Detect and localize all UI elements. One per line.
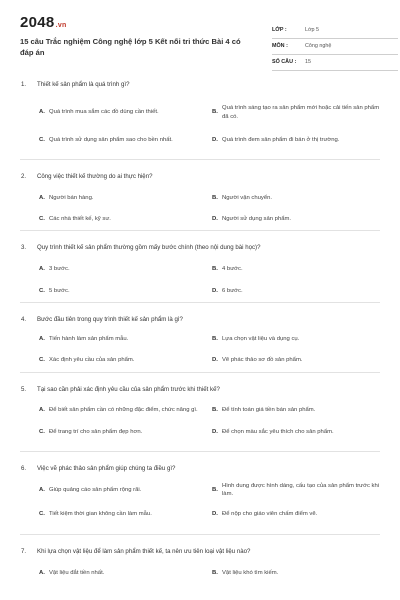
answer-option[interactable] [200, 263, 380, 275]
question-number: 6. [21, 465, 27, 472]
answer-option[interactable] [200, 285, 380, 297]
site-logo[interactable] [20, 14, 67, 31]
option-letter: D. [212, 137, 218, 144]
option-letter: C. [39, 356, 45, 363]
question-item [20, 303, 380, 373]
option-letter: A. [39, 109, 45, 116]
question-item [20, 231, 380, 303]
option-text: 3 bước. [49, 265, 70, 272]
answer-option[interactable] [200, 333, 380, 345]
option-text: 4 bước. [222, 265, 243, 272]
option-letter: B. [212, 569, 218, 576]
answer-option[interactable] [20, 480, 200, 500]
answer-option[interactable] [20, 400, 200, 420]
option-letter: C. [39, 428, 45, 435]
option-letter: D. [212, 510, 218, 517]
option-text: Tiến hành làm sản phẩm mẫu. [49, 335, 129, 342]
option-text: Để trang trí cho sản phẩm đẹp hơn. [49, 428, 143, 435]
answer-option[interactable] [20, 354, 200, 366]
question-number: 4. [21, 316, 27, 323]
option-text: Người bán hàng. [49, 194, 94, 201]
answer-option[interactable] [20, 567, 200, 579]
option-text: Quá trình mua sắm các đồ dùng cần thiết. [49, 109, 159, 116]
option-text: Hình dung được hình dáng, cấu tạo của sản phẩm trước khi làm. [222, 482, 380, 497]
option-letter: D. [212, 356, 218, 363]
question-body: Tại sao cần phải xác định yêu cầu của sản phẩm trước khi thiết kế? [37, 386, 220, 393]
answer-option[interactable] [200, 426, 380, 438]
answer-option[interactable] [200, 128, 380, 153]
meta-value: Công nghệ [305, 43, 332, 49]
option-letter: B. [212, 486, 218, 493]
question-text [20, 160, 380, 181]
question-number: 2. [21, 173, 27, 180]
option-letter: A. [39, 194, 45, 201]
option-text: Lựa chọn vật liệu và dụng cụ. [222, 335, 300, 342]
option-text: 6 bước. [222, 287, 243, 294]
question-item [20, 76, 380, 160]
question-body: Việc vẽ phác thảo sản phẩm giúp chúng ta điều gì? [37, 465, 176, 472]
meta-label: MÔN : [272, 43, 288, 49]
answer-option[interactable] [200, 213, 380, 225]
question-item [20, 373, 380, 452]
answer-option[interactable] [20, 213, 200, 225]
option-text: Để tính toán giá tiền bán sản phẩm. [222, 406, 316, 413]
question-list [20, 76, 380, 595]
question-number: 1. [21, 81, 27, 88]
option-letter: B. [212, 335, 218, 342]
option-letter: C. [39, 287, 45, 294]
option-text: Quá trình sử dụng sản phẩm sao cho bền nhất. [49, 137, 173, 144]
meta-row-count [272, 55, 398, 71]
question-text [20, 76, 380, 89]
question-number: 7. [21, 548, 27, 555]
page-title: 15 câu Trắc nghiệm Công nghệ lớp 5 Kết nối tri thức Bài 4 có đáp án [20, 37, 241, 57]
option-letter: D. [212, 287, 218, 294]
question-body: Bước đầu tiên trong quy trình thiết kế sản phẩm là gì? [37, 316, 183, 323]
meta-value: Lớp 5 [305, 27, 320, 33]
question-text [20, 373, 380, 394]
answer-option[interactable] [200, 100, 380, 125]
logo-suffix: .vn [55, 22, 67, 29]
option-text: Để biết sản phẩm cần có những đặc điểm, chức năng gì. [49, 406, 198, 413]
option-letter: B. [212, 109, 218, 116]
question-item [20, 535, 380, 595]
question-text [20, 303, 380, 324]
option-text: Vật liệu đắt tiền nhất. [49, 569, 105, 576]
answer-option[interactable] [200, 508, 380, 520]
option-letter: B. [212, 406, 218, 413]
option-text: Người sử dụng sản phẩm. [222, 215, 292, 222]
question-text [20, 535, 380, 556]
question-text [20, 452, 380, 473]
option-letter: B. [212, 265, 218, 272]
answer-option[interactable] [20, 128, 200, 153]
question-item [20, 160, 380, 231]
answer-option[interactable] [20, 508, 200, 520]
option-letter: C. [39, 510, 45, 517]
meta-label: SỐ CÂU : [272, 59, 297, 65]
option-text: 5 bước. [49, 287, 70, 294]
meta-value: 15 [305, 59, 311, 65]
option-letter: B. [212, 194, 218, 201]
logo-text: 2048 [20, 14, 55, 31]
answer-option[interactable] [20, 426, 200, 438]
option-text: Giúp quảng cáo sản phẩm rộng rãi. [49, 486, 142, 493]
answer-option[interactable] [200, 567, 380, 579]
answer-option[interactable] [20, 333, 200, 345]
meta-row-class [272, 23, 398, 39]
answer-option[interactable] [20, 192, 200, 204]
question-body: Quy trình thiết kế sản phẩm thường gồm mấy bước chính (theo nội dung bài học)? [37, 244, 261, 251]
option-letter: D. [212, 215, 218, 222]
answer-option[interactable] [200, 354, 380, 366]
option-text: Các nhà thiết kế, kỹ sư. [49, 215, 111, 222]
option-text: Vật liệu khó tìm kiếm. [222, 569, 279, 576]
option-text: Vẽ phác thảo sơ đồ sản phẩm. [222, 356, 303, 363]
answer-option[interactable] [20, 263, 200, 275]
option-text: Quá trình đem sản phẩm đi bán ở thị trường. [222, 137, 340, 144]
answer-option[interactable] [200, 480, 380, 500]
question-item [20, 452, 380, 535]
option-text: Để chọn màu sắc yêu thích cho sản phẩm. [222, 428, 334, 435]
option-text: Để nộp cho giáo viên chấm điểm vẽ. [222, 510, 318, 517]
answer-option[interactable] [200, 400, 380, 420]
header [20, 10, 380, 74]
question-body: Công việc thiết kế thường do ai thực hiện? [37, 173, 153, 180]
option-letter: A. [39, 406, 45, 413]
option-text: Quá trình sáng tạo ra sản phẩm mới hoặc cải tiến sản phẩm đã có. [222, 105, 380, 120]
option-letter: A. [39, 486, 45, 493]
option-letter: C. [39, 215, 45, 222]
option-letter: D. [212, 428, 218, 435]
option-letter: C. [39, 137, 45, 144]
option-text: Người vận chuyển. [222, 194, 273, 201]
option-text: Tiết kiệm thời gian không cần làm mẫu. [49, 510, 152, 517]
question-text [20, 231, 380, 252]
option-text: Xác định yêu cầu của sản phẩm. [49, 356, 135, 363]
question-number: 3. [21, 244, 27, 251]
question-body: Khi lựa chọn vật liệu để làm sản phẩm thiết kế, ta nên ưu tiên loại vật liệu nào? [37, 548, 251, 555]
question-number: 5. [21, 386, 27, 393]
option-letter: A. [39, 265, 45, 272]
question-body: Thiết kế sản phẩm là quá trình gì? [37, 81, 130, 88]
option-letter: A. [39, 569, 45, 576]
meta-row-subject [272, 39, 398, 55]
answer-option[interactable] [20, 285, 200, 297]
meta-label: LỚP : [272, 27, 287, 33]
answer-option[interactable] [20, 100, 200, 125]
meta-info [272, 23, 398, 71]
answer-option[interactable] [200, 192, 380, 204]
option-letter: A. [39, 335, 45, 342]
